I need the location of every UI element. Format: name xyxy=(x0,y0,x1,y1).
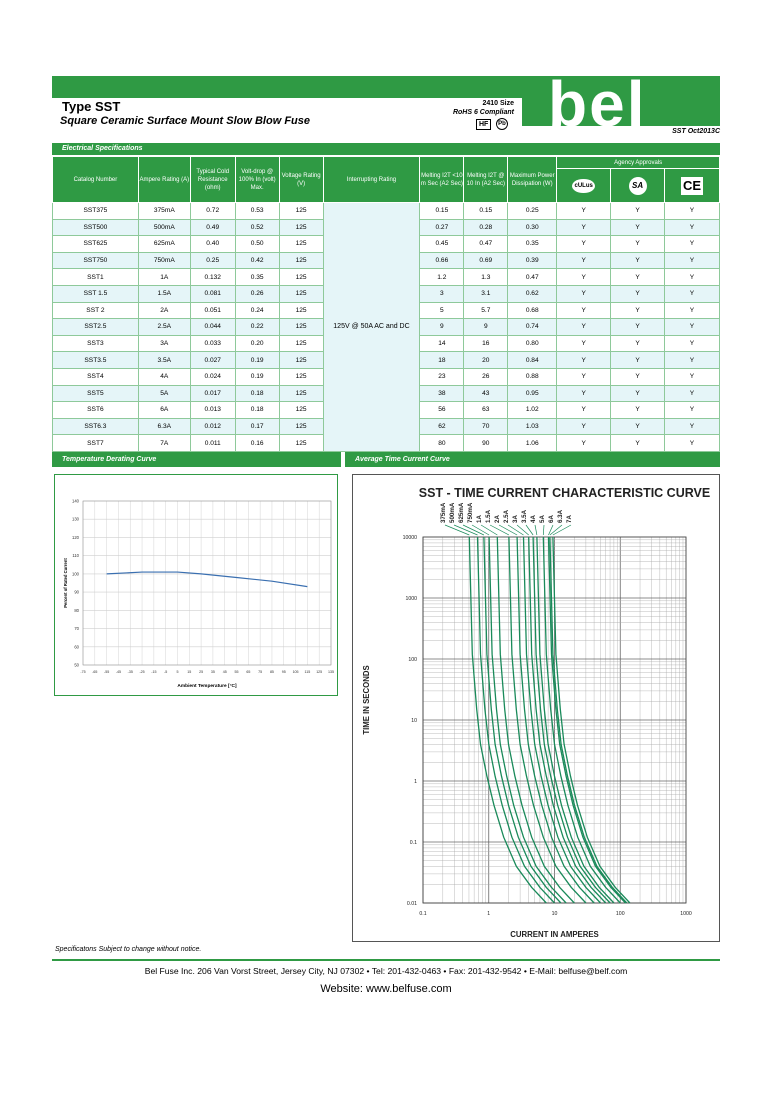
cell-agency-ul: Y xyxy=(557,269,611,286)
cell-melt10s: 0.15 xyxy=(464,203,508,220)
cell-catalog: SST 2 xyxy=(53,302,139,319)
cell-power: 1.03 xyxy=(508,418,557,435)
cell-catalog: SST7 xyxy=(53,435,139,452)
cell-catalog: SST625 xyxy=(53,236,139,253)
y-axis-label: Percent of Rated Current xyxy=(63,558,68,608)
cell-voltdrop: 0.19 xyxy=(235,352,279,369)
cell-resistance: 0.011 xyxy=(190,435,235,452)
cell-melt10s: 16 xyxy=(464,335,508,352)
cell-agency-csa: Y xyxy=(611,302,665,319)
cell-agency-csa: Y xyxy=(611,385,665,402)
cell-voltdrop: 0.19 xyxy=(235,368,279,385)
cell-melt10ms: 1.2 xyxy=(420,269,464,286)
product-type-title: Type SST xyxy=(62,99,121,114)
cell-power: 1.02 xyxy=(508,402,557,419)
cell-catalog: SST4 xyxy=(53,368,139,385)
lead-free-icon: Pb xyxy=(496,118,508,130)
x-tick-label: -15 xyxy=(151,670,157,674)
y-tick-label: 50 xyxy=(74,662,79,668)
y-tick-label: 100 xyxy=(408,657,417,663)
cell-catalog: SST3.5 xyxy=(53,352,139,369)
csa-icon: SA xyxy=(629,177,647,195)
cell-voltage: 125 xyxy=(279,402,323,419)
footer-contact: Bel Fuse Inc. 206 Van Vorst Street, Jersey City, NJ 07302 • Tel: 201-432-0463 • Fax: 201-432-9542 • E-Mail: belfuse@belf.com xyxy=(144,966,628,976)
cell-melt10ms: 0.15 xyxy=(420,203,464,220)
cell-agency-ul: Y xyxy=(557,352,611,369)
y-tick-label: 60 xyxy=(74,644,79,650)
curve-label: 7A xyxy=(566,515,573,523)
cell-voltdrop: 0.42 xyxy=(235,252,279,269)
cell-resistance: 0.044 xyxy=(190,319,235,336)
cell-melt10s: 1.3 xyxy=(464,269,508,286)
cell-voltage: 125 xyxy=(279,335,323,352)
curve-label: 500mA xyxy=(449,502,456,523)
cell-agency-ce: Y xyxy=(665,368,720,385)
cell-catalog: SST375 xyxy=(53,203,139,220)
cell-voltage: 125 xyxy=(279,302,323,319)
y-tick-label: 1000 xyxy=(405,596,417,602)
interrupting-rating-cell: 125V @ 50A AC and DC xyxy=(323,203,420,452)
curve-label: 3.5A xyxy=(521,509,528,523)
time-current-chart-frame xyxy=(352,474,720,942)
cell-power: 0.88 xyxy=(508,368,557,385)
x-tick-label: 105 xyxy=(292,670,299,674)
cell-melt10ms: 0.66 xyxy=(420,252,464,269)
cell-agency-csa: Y xyxy=(611,319,665,336)
cell-melt10s: 26 xyxy=(464,368,508,385)
x-axis-label: CURRENT IN AMPERES xyxy=(510,930,599,939)
cell-agency-csa: Y xyxy=(611,285,665,302)
cell-ampere: 1.5A xyxy=(138,285,190,302)
cell-agency-ul: Y xyxy=(557,385,611,402)
plot-area xyxy=(83,501,331,665)
col-header-power: Maximum Power Dissipation (W) xyxy=(508,157,557,203)
cell-voltage: 125 xyxy=(279,203,323,220)
x-tick-label: 15 xyxy=(187,670,192,674)
bel-logo: bel xyxy=(548,68,647,140)
electrical-specs-table xyxy=(52,156,720,452)
derating-chart-frame xyxy=(54,474,338,696)
footer-website: Website: www.belfuse.com xyxy=(320,983,452,995)
ce-icon: CE xyxy=(682,177,702,193)
cell-resistance: 0.40 xyxy=(190,236,235,253)
cell-voltage: 125 xyxy=(279,219,323,236)
cell-melt10s: 5.7 xyxy=(464,302,508,319)
curve-leader-line xyxy=(490,525,509,535)
curve-leader-line xyxy=(508,525,523,535)
x-tick-label: 85 xyxy=(269,670,274,674)
curve-label: 375mA xyxy=(440,502,447,523)
cell-agency-csa: Y xyxy=(611,219,665,236)
halogen-free-badge: HF xyxy=(476,119,491,130)
cell-voltage: 125 xyxy=(279,252,323,269)
time-current-chart xyxy=(353,475,719,941)
cell-ampere: 6A xyxy=(138,402,190,419)
cell-catalog: SST6.3 xyxy=(53,418,139,435)
spec-row xyxy=(53,203,720,220)
cell-agency-ul: Y xyxy=(557,335,611,352)
csa-icon-cell xyxy=(611,169,665,203)
cell-melt10ms: 56 xyxy=(420,402,464,419)
cell-power: 1.06 xyxy=(508,435,557,452)
cell-power: 0.62 xyxy=(508,285,557,302)
x-tick-label: 5 xyxy=(176,670,179,674)
col-header-resistance: Typical Cold Resistance (ohm) xyxy=(190,157,235,203)
cell-voltdrop: 0.22 xyxy=(235,319,279,336)
product-subtitle: Square Ceramic Surface Mount Slow Blow Fuse xyxy=(60,115,310,127)
cell-agency-csa: Y xyxy=(611,402,665,419)
cell-melt10ms: 38 xyxy=(420,385,464,402)
cell-catalog: SST3 xyxy=(53,335,139,352)
y-axis-label: TIME IN SECONDS xyxy=(362,665,371,735)
cell-catalog: SST1 xyxy=(53,269,139,286)
cell-voltage: 125 xyxy=(279,368,323,385)
cell-power: 0.80 xyxy=(508,335,557,352)
cell-melt10ms: 5 xyxy=(420,302,464,319)
x-tick-label: -25 xyxy=(139,670,145,674)
curve-label: 625mA xyxy=(458,502,465,523)
cell-resistance: 0.017 xyxy=(190,385,235,402)
curve-label: 5A xyxy=(539,515,546,523)
y-tick-label: 90 xyxy=(74,589,79,595)
cell-melt10ms: 9 xyxy=(420,319,464,336)
cell-power: 0.74 xyxy=(508,319,557,336)
cell-resistance: 0.024 xyxy=(190,368,235,385)
cell-agency-ce: Y xyxy=(665,402,720,419)
cell-resistance: 0.027 xyxy=(190,352,235,369)
col-header-agency: Agency Approvals xyxy=(557,157,720,169)
cell-melt10s: 0.28 xyxy=(464,219,508,236)
cell-catalog: SST5 xyxy=(53,385,139,402)
cell-agency-ce: Y xyxy=(665,269,720,286)
specifications-footnote: Specificatons Subject to change without notice. xyxy=(55,946,202,953)
x-tick-label: 1000 xyxy=(680,911,692,917)
cell-melt10ms: 18 xyxy=(420,352,464,369)
cell-resistance: 0.012 xyxy=(190,418,235,435)
y-tick-label: 130 xyxy=(72,516,79,522)
col-header-catalog: Catalog Number xyxy=(53,157,139,203)
curve-label: 1.5A xyxy=(485,509,492,523)
cell-power: 0.68 xyxy=(508,302,557,319)
cell-voltdrop: 0.26 xyxy=(235,285,279,302)
x-tick-label: 95 xyxy=(281,670,286,674)
time-current-heading: Average Time Current Curve xyxy=(345,452,720,467)
cell-agency-ul: Y xyxy=(557,319,611,336)
curve-leader-line xyxy=(481,525,497,535)
derating-series-line xyxy=(107,572,308,587)
curve-label: 2A xyxy=(494,515,501,523)
cell-agency-ce: Y xyxy=(665,435,720,452)
curve-leader-line xyxy=(548,525,553,535)
cell-power: 0.84 xyxy=(508,352,557,369)
cell-agency-ul: Y xyxy=(557,285,611,302)
curve-leader-line xyxy=(543,525,544,535)
y-tick-label: 10000 xyxy=(402,535,417,541)
derating-chart xyxy=(55,475,337,695)
cell-agency-csa: Y xyxy=(611,252,665,269)
x-tick-label: 55 xyxy=(234,670,239,674)
curve-leader-line xyxy=(535,525,537,535)
x-tick-label: -5 xyxy=(164,670,168,674)
cell-ampere: 750mA xyxy=(138,252,190,269)
x-tick-label: 45 xyxy=(222,670,227,674)
y-tick-label: 0.1 xyxy=(409,840,417,846)
cell-voltdrop: 0.17 xyxy=(235,418,279,435)
x-tick-label: 35 xyxy=(210,670,215,674)
cell-voltdrop: 0.50 xyxy=(235,236,279,253)
cell-voltage: 125 xyxy=(279,319,323,336)
cell-power: 0.47 xyxy=(508,269,557,286)
cell-power: 0.35 xyxy=(508,236,557,253)
cell-melt10s: 0.47 xyxy=(464,236,508,253)
cell-agency-ce: Y xyxy=(665,335,720,352)
cell-resistance: 0.051 xyxy=(190,302,235,319)
electrical-specs-heading: Electrical Specifications xyxy=(52,143,720,155)
cell-agency-ce: Y xyxy=(665,236,720,253)
chart-title: SST - TIME CURRENT CHARACTERISTIC CURVE xyxy=(418,486,711,500)
cell-ampere: 1A xyxy=(138,269,190,286)
cell-ampere: 6.3A xyxy=(138,418,190,435)
cell-agency-ce: Y xyxy=(665,385,720,402)
cell-power: 0.39 xyxy=(508,252,557,269)
cell-voltdrop: 0.24 xyxy=(235,302,279,319)
cell-ampere: 2A xyxy=(138,302,190,319)
cell-voltdrop: 0.18 xyxy=(235,402,279,419)
cell-melt10s: 70 xyxy=(464,418,508,435)
y-tick-label: 10 xyxy=(411,718,417,724)
cell-power: 0.95 xyxy=(508,385,557,402)
cell-agency-ce: Y xyxy=(665,285,720,302)
cell-voltage: 125 xyxy=(279,385,323,402)
cell-voltdrop: 0.35 xyxy=(235,269,279,286)
cell-agency-ul: Y xyxy=(557,302,611,319)
cell-melt10ms: 80 xyxy=(420,435,464,452)
cell-agency-ul: Y xyxy=(557,402,611,419)
col-header-voltage: Voltage Rating (V) xyxy=(279,157,323,203)
cell-agency-ce: Y xyxy=(665,302,720,319)
ce-icon-cell xyxy=(665,169,720,203)
cell-voltdrop: 0.52 xyxy=(235,219,279,236)
cell-agency-ce: Y xyxy=(665,203,720,220)
cell-ampere: 625mA xyxy=(138,236,190,253)
cell-resistance: 0.132 xyxy=(190,269,235,286)
cell-agency-ul: Y xyxy=(557,252,611,269)
footer-divider xyxy=(52,959,720,961)
cell-voltdrop: 0.53 xyxy=(235,203,279,220)
x-axis-label: Ambient Temperature [°C] xyxy=(177,684,237,689)
cell-agency-ul: Y xyxy=(557,236,611,253)
cell-melt10s: 43 xyxy=(464,385,508,402)
x-tick-label: 75 xyxy=(258,670,263,674)
x-tick-label: -45 xyxy=(115,670,122,674)
cell-ampere: 3A xyxy=(138,335,190,352)
y-tick-label: 100 xyxy=(72,571,79,577)
cell-agency-csa: Y xyxy=(611,335,665,352)
cell-agency-ul: Y xyxy=(557,418,611,435)
rohs-label: RoHS 6 Compliant xyxy=(452,109,514,116)
cell-melt10ms: 14 xyxy=(420,335,464,352)
cell-agency-ce: Y xyxy=(665,219,720,236)
x-tick-label: 125 xyxy=(316,670,323,674)
x-tick-label: -55 xyxy=(104,670,110,674)
cell-resistance: 0.72 xyxy=(190,203,235,220)
cell-agency-csa: Y xyxy=(611,418,665,435)
cell-voltdrop: 0.20 xyxy=(235,335,279,352)
derating-curve-heading: Temperature Derating Curve xyxy=(52,452,341,467)
curve-label: 6.3A xyxy=(557,509,564,523)
cell-melt10ms: 23 xyxy=(420,368,464,385)
cell-melt10s: 0.69 xyxy=(464,252,508,269)
col-header-voltdrop: Volt-drop @ 100% In (volt) Max. xyxy=(235,157,279,203)
size-label: 2410 Size xyxy=(482,100,514,107)
cell-agency-ul: Y xyxy=(557,368,611,385)
cell-voltage: 125 xyxy=(279,352,323,369)
curve-leader-line xyxy=(499,525,517,535)
cell-agency-ce: Y xyxy=(665,319,720,336)
cell-melt10s: 90 xyxy=(464,435,508,452)
document-reference: SST Oct2013C xyxy=(672,128,720,135)
cell-voltage: 125 xyxy=(279,435,323,452)
cell-melt10ms: 0.45 xyxy=(420,236,464,253)
y-tick-label: 80 xyxy=(74,607,79,613)
ul-icon: cULus xyxy=(572,179,594,193)
ul-icon-cell xyxy=(557,169,611,203)
cell-voltage: 125 xyxy=(279,418,323,435)
cell-ampere: 7A xyxy=(138,435,190,452)
cell-catalog: SST500 xyxy=(53,219,139,236)
y-tick-label: 140 xyxy=(72,498,79,504)
cell-ampere: 4A xyxy=(138,368,190,385)
cell-voltage: 125 xyxy=(279,269,323,286)
cell-voltage: 125 xyxy=(279,285,323,302)
cell-resistance: 0.081 xyxy=(190,285,235,302)
cell-agency-csa: Y xyxy=(611,435,665,452)
cell-resistance: 0.013 xyxy=(190,402,235,419)
x-tick-label: -65 xyxy=(92,670,98,674)
cell-agency-csa: Y xyxy=(611,203,665,220)
curve-label: 2.5A xyxy=(503,509,510,523)
cell-melt10s: 9 xyxy=(464,319,508,336)
cell-resistance: 0.033 xyxy=(190,335,235,352)
cell-ampere: 2.5A xyxy=(138,319,190,336)
x-tick-label: -75 xyxy=(80,670,86,674)
cell-agency-csa: Y xyxy=(611,269,665,286)
cell-melt10s: 3.1 xyxy=(464,285,508,302)
y-tick-label: 110 xyxy=(72,553,79,559)
cell-resistance: 0.25 xyxy=(190,252,235,269)
x-tick-label: 135 xyxy=(328,670,334,674)
specs-table-body xyxy=(53,203,720,452)
x-tick-label: -35 xyxy=(127,670,133,674)
cell-agency-ce: Y xyxy=(665,352,720,369)
cell-voltdrop: 0.16 xyxy=(235,435,279,452)
x-tick-label: 65 xyxy=(246,670,251,674)
cell-voltdrop: 0.18 xyxy=(235,385,279,402)
cell-agency-ul: Y xyxy=(557,435,611,452)
curve-label: 750mA xyxy=(467,502,474,523)
y-tick-label: 1 xyxy=(414,779,417,785)
cell-melt10ms: 62 xyxy=(420,418,464,435)
y-tick-label: 70 xyxy=(74,626,79,632)
col-header-interrupting: Interrupting Rating xyxy=(323,157,420,203)
cell-ampere: 3.5A xyxy=(138,352,190,369)
cell-agency-ul: Y xyxy=(557,203,611,220)
curve-label: 3A xyxy=(512,515,519,523)
cell-melt10s: 20 xyxy=(464,352,508,369)
cell-melt10ms: 0.27 xyxy=(420,219,464,236)
cell-ampere: 500mA xyxy=(138,219,190,236)
cell-resistance: 0.49 xyxy=(190,219,235,236)
cell-catalog: SST6 xyxy=(53,402,139,419)
cell-agency-csa: Y xyxy=(611,236,665,253)
cell-ampere: 5A xyxy=(138,385,190,402)
x-tick-label: 0.1 xyxy=(419,911,427,917)
y-tick-label: 0.01 xyxy=(406,901,417,907)
cell-power: 0.25 xyxy=(508,203,557,220)
cell-catalog: SST 1.5 xyxy=(53,285,139,302)
cell-agency-ce: Y xyxy=(665,252,720,269)
cell-agency-ul: Y xyxy=(557,219,611,236)
cell-catalog: SST2.5 xyxy=(53,319,139,336)
cell-voltage: 125 xyxy=(279,236,323,253)
x-tick-label: 115 xyxy=(304,670,311,674)
x-tick-label: 25 xyxy=(199,670,204,674)
x-tick-label: 1 xyxy=(487,911,491,917)
cell-power: 0.30 xyxy=(508,219,557,236)
x-tick-label: 100 xyxy=(615,911,625,917)
curve-label: 1A xyxy=(476,515,483,523)
y-tick-label: 120 xyxy=(72,534,79,540)
col-header-melting-10ms: Melting I2T <10 m Sec (A2 Sec) xyxy=(420,157,464,203)
curve-label: 6A xyxy=(548,515,555,523)
cell-catalog: SST750 xyxy=(53,252,139,269)
cell-ampere: 375mA xyxy=(138,203,190,220)
cell-agency-ce: Y xyxy=(665,418,720,435)
curve-label: 4A xyxy=(530,515,537,523)
cell-agency-csa: Y xyxy=(611,368,665,385)
col-header-melting-10s: Melting I2T @ 10 In (A2 Sec) xyxy=(464,157,508,203)
cell-melt10ms: 3 xyxy=(420,285,464,302)
cell-agency-csa: Y xyxy=(611,352,665,369)
x-tick-label: 10 xyxy=(551,911,558,917)
cell-melt10s: 63 xyxy=(464,402,508,419)
col-header-ampere: Ampere Rating (A) xyxy=(138,157,190,203)
